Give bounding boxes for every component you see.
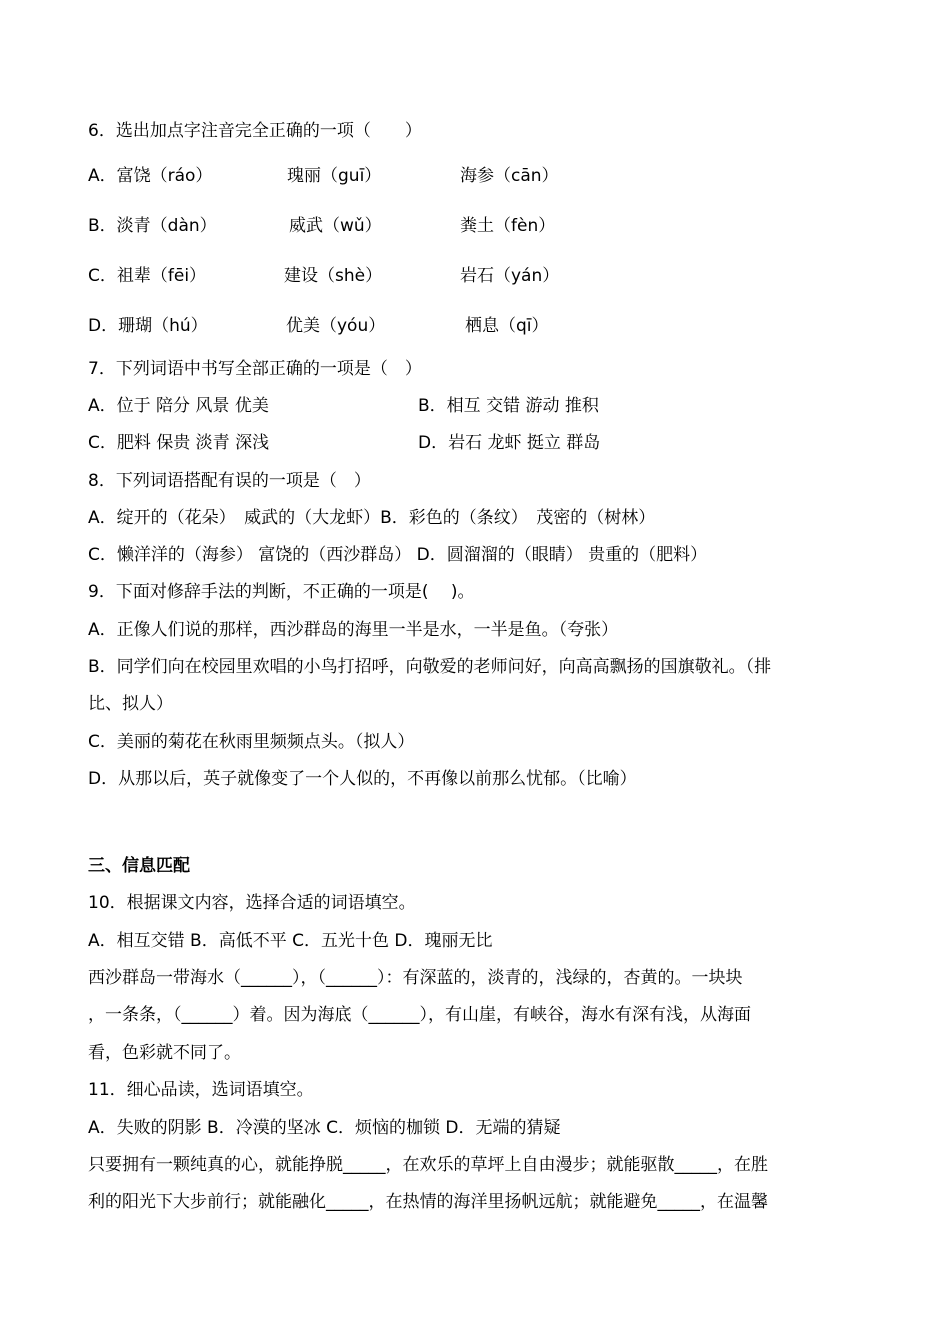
q6-option-d: D．珊瑚（hú）: [88, 316, 208, 336]
q7-option-d: D．岩石 龙虾 挺立 群岛: [418, 433, 601, 453]
q9-option-d: D．从那以后，英子就像变了一个人似的，不再像以前那么忧郁。（比喻）: [88, 769, 637, 789]
q10-paragraph-line-2: ，一条条，（______）着。因为海底（______），有山崖，有峡谷，海水有深有浅，从海面: [88, 1005, 751, 1025]
question-8-stem: 8．下列词语搭配有误的一项是（ ）: [88, 471, 371, 491]
question-11-stem: 11．细心品读，选词语填空。: [88, 1080, 314, 1100]
q8-options-line-2: C．懒洋洋的（海参） 富饶的（西沙群岛） D．圆溜溜的（眼睛） 贵重的（肥料）: [88, 545, 708, 565]
q10-paragraph-line-3: 看，色彩就不同了。: [88, 1043, 241, 1063]
q6-option-b-word3: 粪土（fèn）: [460, 216, 556, 236]
question-6-stem: 6．选出加点字注音完全正确的一项（ ）: [88, 121, 422, 141]
q6-option-b: B．淡青（dàn）: [88, 216, 217, 236]
question-9-stem: 9．下面对修辞手法的判断，不正确的一项是( )。: [88, 582, 475, 602]
q9-option-b-line-2: 比、拟人）: [88, 694, 173, 714]
section-3-title: 三、信息匹配: [88, 856, 190, 876]
q6-option-a-word2: 瑰丽（guī）: [287, 166, 382, 186]
q6-option-a: A．富饶（ráo）: [88, 166, 213, 186]
q6-option-c-word3: 岩石（yán）: [460, 266, 560, 286]
q11-options: A．失败的阴影 B．冷漠的坚冰 C．烦恼的枷锁 D．无端的猜疑: [88, 1118, 561, 1138]
q6-option-d-word2: 优美（yóu）: [286, 316, 386, 336]
q9-option-a: A．正像人们说的那样，西沙群岛的海里一半是水，一半是鱼。（夸张）: [88, 620, 619, 640]
question-10-stem: 10．根据课文内容，选择合适的词语填空。: [88, 893, 416, 913]
q6-option-b-word2: 威武（wǔ）: [289, 216, 382, 236]
q7-option-a: A．位于 陪分 风景 优美: [88, 396, 269, 416]
q11-paragraph-line-1: 只要拥有一颗纯真的心，就能挣脱_____，在欢乐的草坪上自由漫步；就能驱散_____，在胜: [88, 1155, 768, 1175]
question-7-stem: 7．下列词语中书写全部正确的一项是（ ）: [88, 359, 422, 379]
q10-paragraph-line-1: 西沙群岛一带海水（______），（______）：有深蓝的，淡青的，浅绿的，杏黄的。一块块: [88, 968, 743, 988]
q11-paragraph-line-2: 利的阳光下大步前行；就能融化_____，在热情的海洋里扬帆远航；就能避免_____，在温馨: [88, 1192, 768, 1212]
q9-option-c: C．美丽的菊花在秋雨里频频点头。（拟人）: [88, 732, 415, 752]
q7-option-b: B．相互 交错 游动 推积: [418, 396, 599, 416]
q6-option-c-word2: 建设（shè）: [284, 266, 383, 286]
q7-option-c: C．肥料 保贵 淡青 深浅: [88, 433, 270, 453]
q6-option-d-word3: 栖息（qī）: [465, 316, 549, 336]
q8-options-line-1: A．绽开的（花朵） 威武的（大龙虾）B．彩色的（条纹） 茂密的（树林）: [88, 508, 656, 528]
q6-option-a-word3: 海参（cān）: [460, 166, 559, 186]
q6-option-c: C．祖辈（fēi）: [88, 266, 207, 286]
q9-option-b-line-1: B．同学们向在校园里欢唱的小鸟打招呼，向敬爱的老师问好，向高高飘扬的国旗敬礼。（排: [88, 657, 772, 677]
q10-options: A．相互交错 B．高低不平 C．五光十色 D．瑰丽无比: [88, 931, 493, 951]
